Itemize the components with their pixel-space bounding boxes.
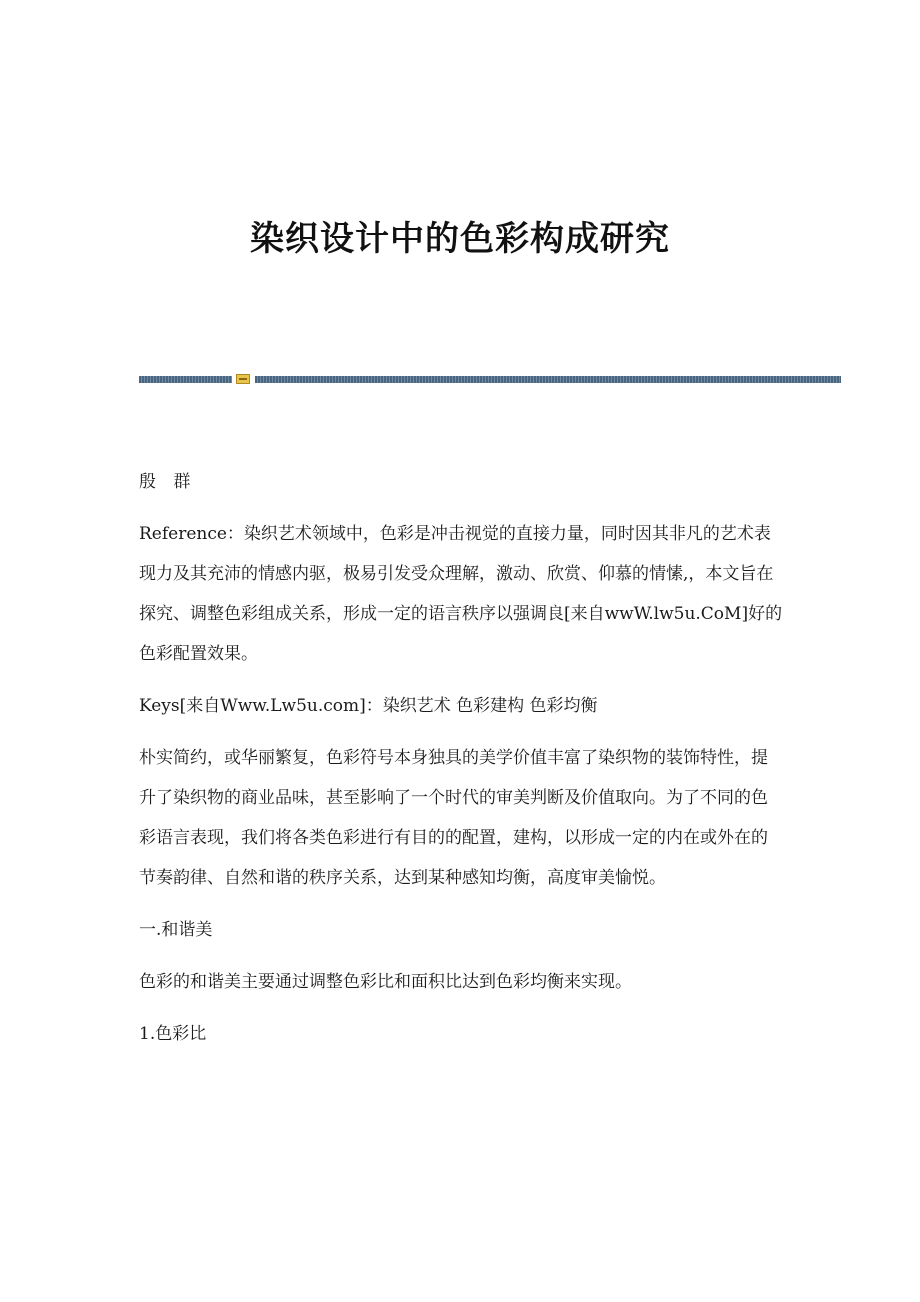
divider-bar-right — [255, 376, 841, 383]
intro-paragraph: 朴实简约，或华丽繁复，色彩符号本身独具的美学价值丰富了染织物的装饰特性，提升了染织物的商业品味，甚至影响了一个时代的审美判断及价值取向。为了不同的色彩语言表现，我们将各类色彩进行有目的的配置，建构，以形成一定的内在或外在的节奏韵律、自然和谐的秩序关系，达到某种感知均衡，高度审美愉悦。 — [139, 748, 768, 888]
document-title: 染织设计中的色彩构成研究 — [250, 219, 670, 259]
harmony-paragraph: 色彩的和谐美主要通过调整色彩比和面积比达到色彩均衡来实现。 — [139, 972, 632, 992]
document-body — [139, 462, 784, 1066]
author-name: 殷 群 — [139, 472, 197, 492]
keywords-paragraph: Keys[来自Www.Lw5u.com]：染织艺术 色彩建构 色彩均衡 — [139, 696, 598, 716]
subsection-heading-color-ratio: 1.色彩比 — [139, 1024, 207, 1044]
section-heading-harmony: 一.和谐美 — [139, 920, 213, 940]
title-divider — [139, 374, 841, 384]
divider-bar-left — [139, 376, 232, 383]
abstract-paragraph: Reference：染织艺术领域中，色彩是冲击视觉的直接力量，同时因其非凡的艺术表现力及其充沛的情感内驱，极易引发受众理解，激动、欣赏、仰慕的情愫,，本文旨在探究、调整色彩组成关系，形成一定的语言秩序以强调良[来自wwW.lw5u.CoM]好的色彩配置效果。 — [139, 524, 783, 664]
divider-ornament-icon — [236, 374, 250, 384]
